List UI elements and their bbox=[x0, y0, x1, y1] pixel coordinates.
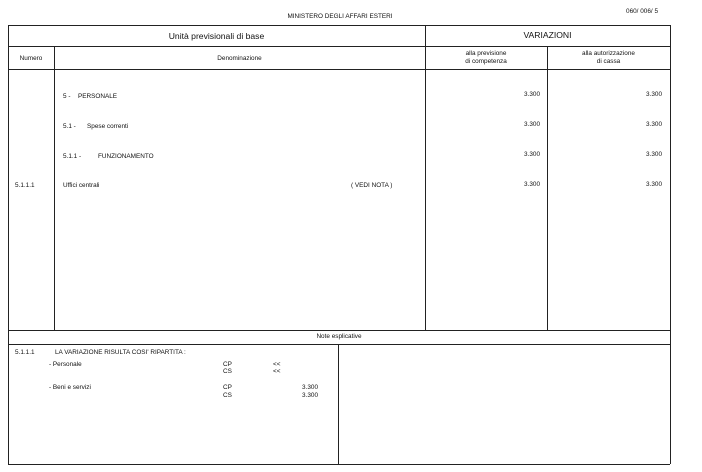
notes-title: Note esplicative bbox=[316, 333, 362, 340]
row-cassa: 3.300 bbox=[646, 151, 662, 158]
row-code: 5.1 - bbox=[63, 123, 76, 130]
variazioni-column-divider bbox=[425, 25, 426, 330]
header-competenza-line2: di competenza bbox=[465, 58, 507, 65]
row-label: Uffici centrali bbox=[63, 182, 100, 189]
note-cp-value: << bbox=[273, 361, 281, 368]
table-body-bottom bbox=[8, 330, 670, 331]
header-divider bbox=[8, 46, 670, 47]
row-competenza: 3.300 bbox=[524, 151, 540, 158]
table-right-border bbox=[670, 25, 671, 464]
row-cassa: 3.300 bbox=[646, 181, 662, 188]
note-cp-value: 3.300 bbox=[302, 384, 318, 391]
row-label: Spese correnti bbox=[87, 123, 129, 130]
row-label: PERSONALE bbox=[78, 93, 118, 100]
row-code: 5 - bbox=[63, 93, 71, 100]
note-cs-label: CS bbox=[223, 392, 232, 399]
row-cassa: 3.300 bbox=[646, 121, 662, 128]
header-numero: Numero bbox=[19, 55, 43, 62]
row-code: 5.1.1 - bbox=[63, 153, 82, 160]
row-numero: 5.1.1.1 bbox=[15, 182, 35, 189]
row-competenza: 3.300 bbox=[524, 181, 540, 188]
notes-numero: 5.1.1.1 bbox=[15, 349, 35, 356]
notes-heading: LA VARIAZIONE RISULTA COSI' RIPARTITA : bbox=[55, 349, 186, 356]
header-denominazione: Denominazione bbox=[217, 55, 262, 62]
note-cs-value: 3.300 bbox=[302, 392, 318, 399]
note-item-label: - Personale bbox=[49, 361, 82, 368]
header-cassa-line1: alla autorizzazione bbox=[582, 50, 635, 57]
note-cp-label: CP bbox=[223, 384, 232, 391]
subheader-divider bbox=[8, 69, 670, 70]
note-cs-value: << bbox=[273, 368, 281, 375]
header-upb: Unità previsionali di base bbox=[168, 31, 265, 41]
ministry-title: MINISTERO DEGLI AFFARI ESTERI bbox=[287, 13, 393, 20]
page-code: 060/ 006/ 5 bbox=[626, 8, 658, 15]
table-top-border bbox=[8, 25, 670, 26]
note-cp-label: CP bbox=[223, 361, 232, 368]
header-competenza-line1: alla previsione bbox=[465, 50, 507, 57]
table-bottom-border bbox=[8, 464, 670, 465]
notes-column-divider bbox=[338, 344, 339, 464]
row-competenza: 3.300 bbox=[524, 91, 540, 98]
row-competenza: 3.300 bbox=[524, 121, 540, 128]
header-cassa-line2: di cassa bbox=[596, 58, 621, 65]
cassa-column-divider bbox=[547, 46, 548, 330]
notes-title-divider bbox=[8, 344, 670, 345]
row-label: FUNZIONAMENTO bbox=[98, 153, 154, 160]
header-variazioni: VARIAZIONI bbox=[523, 30, 572, 40]
row-cassa: 3.300 bbox=[646, 91, 662, 98]
note-cs-label: CS bbox=[223, 368, 232, 375]
note-item-label: - Beni e servizi bbox=[49, 384, 91, 391]
row-note-ref: ( VEDI NOTA ) bbox=[351, 182, 393, 189]
table-left-border bbox=[8, 25, 9, 464]
numero-column-divider bbox=[54, 46, 55, 330]
